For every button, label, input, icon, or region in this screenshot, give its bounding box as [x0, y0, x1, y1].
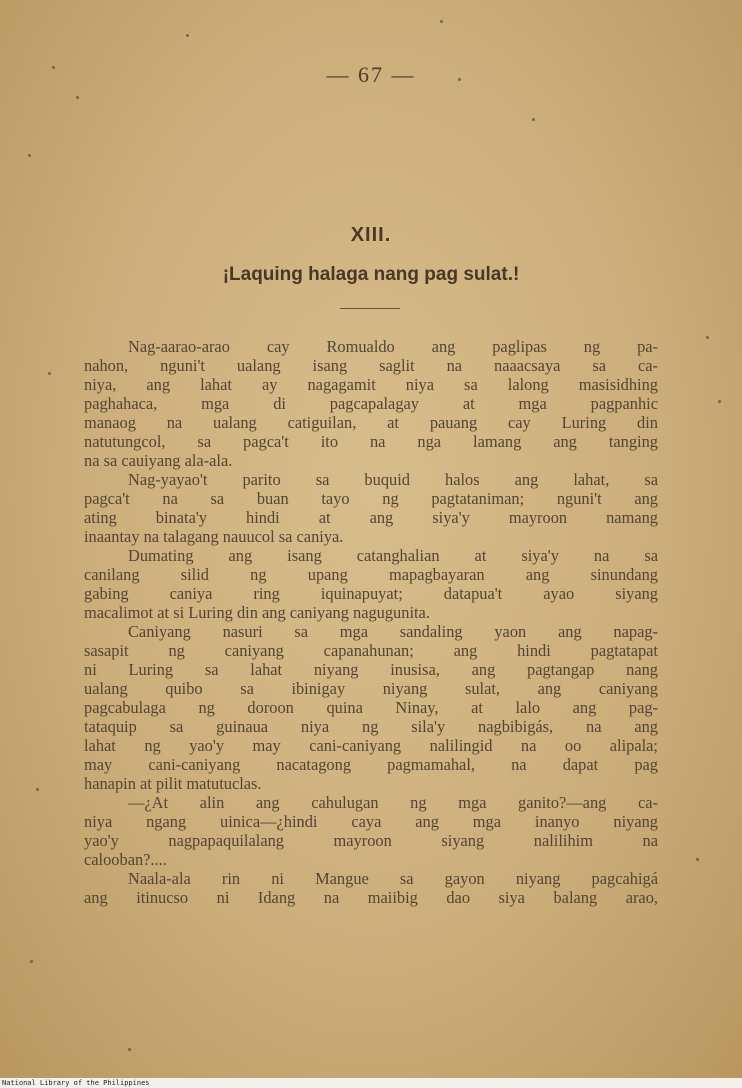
- text-line: canilang silid ng upang mapagbayaran ang sinundang: [84, 565, 658, 584]
- text-line: macalimot at si Luring din ang caniyang nagugunita.: [84, 603, 430, 622]
- text-line: Naala-ala rin ni Mangue sa gayon niyang pagcahigá: [128, 869, 658, 888]
- text-line: niya ngang uinica—¿hindi caya ang mga inanyo niyang: [84, 812, 658, 831]
- text-line: manaog na ualang catiguilan, at pauang cay Luring din: [84, 413, 658, 432]
- text-line: may cani-caniyang nacatagong pagmamahal, na dapat pag: [84, 755, 658, 774]
- paper-speck: [52, 66, 55, 69]
- paper-speck: [706, 336, 709, 339]
- text-line: nahon, nguni't ualang isang saglit na naaacsaya sa ca-: [84, 356, 658, 375]
- title-divider: [340, 308, 400, 309]
- text-line: ang itinucso ni Idang na maiibig dao siya balang arao,: [84, 888, 658, 907]
- text-line: gabing caniya ring iquinapuyat; datapua't ayao siyang: [84, 584, 658, 603]
- text-line: ualang quibo sa ibinigay niyang sulat, ang caniyang: [84, 679, 658, 698]
- paper-speck: [458, 78, 461, 81]
- text-line: pagcabulaga ng doroon quina Ninay, at lalo ang pag-: [84, 698, 658, 717]
- text-line: Nag-aarao-arao cay Romualdo ang paglipas ng pa-: [128, 337, 658, 356]
- text-line: niya, ang lahat ay nagagamit niya sa lalong masisidhing: [84, 375, 658, 394]
- footer-credit: National Library of the Philippines: [0, 1078, 742, 1088]
- chapter-number: XIII.: [350, 224, 392, 246]
- text-line: sasapit ng caniyang capanahunan; ang hindi pagtatapat: [84, 641, 658, 660]
- text-line: ni Luring sa lahat niyang inusisa, ang pagtangap nang: [84, 660, 658, 679]
- text-line: hanapin at pilit matutuclas.: [84, 774, 262, 793]
- page-number: — 67 —: [326, 62, 416, 87]
- text-line: tataquip sa guinaua niya ng sila'y nagbibigás, na ang: [84, 717, 658, 736]
- text-line: —¿At alin ang cahulugan ng mga ganito?—ang ca-: [128, 793, 658, 812]
- text-line: na sa cauiyang ala-ala.: [84, 451, 233, 470]
- body-text: [84, 337, 658, 907]
- paper-speck: [718, 400, 721, 403]
- paper-speck: [76, 96, 79, 99]
- text-line: Dumating ang isang catanghalian at siya'y na sa: [128, 546, 658, 565]
- paper-speck: [28, 154, 31, 157]
- text-line: lahat ng yao'y may cani-caniyang nalilingid na oo alipala;: [84, 736, 658, 755]
- paper-speck: [440, 20, 443, 23]
- paper-speck: [30, 960, 33, 963]
- text-line: calooban?....: [84, 850, 167, 869]
- text-line: yao'y nagpapaquilalang mayroon siyang nalilihim na: [84, 831, 658, 850]
- text-line: Caniyang nasuri sa mga sandaling yaon ang napag-: [128, 622, 658, 641]
- text-line: ating binata'y hindi at ang siya'y mayroon namang: [84, 508, 658, 527]
- text-line: paghahaca, mga di pagcapalagay at mga pagpanhic: [84, 394, 658, 413]
- paper-speck: [48, 372, 51, 375]
- text-line: pagca't na sa buan tayo ng pagtataniman; nguni't ang: [84, 489, 658, 508]
- text-line: Nag-yayao't parito sa buquid halos ang lahat, sa: [128, 470, 658, 489]
- chapter-title: ¡Laquing halaga nang pag sulat.!: [222, 264, 520, 285]
- paper-speck: [532, 118, 535, 121]
- paper-speck: [696, 858, 699, 861]
- text-line: natutungcol, sa pagca't ito na nga lamang ang tanging: [84, 432, 658, 451]
- text-line: inaantay na talagang nauucol sa caniya.: [84, 527, 344, 546]
- paper-speck: [186, 34, 189, 37]
- paper-speck: [36, 788, 39, 791]
- paper-speck: [128, 1048, 131, 1051]
